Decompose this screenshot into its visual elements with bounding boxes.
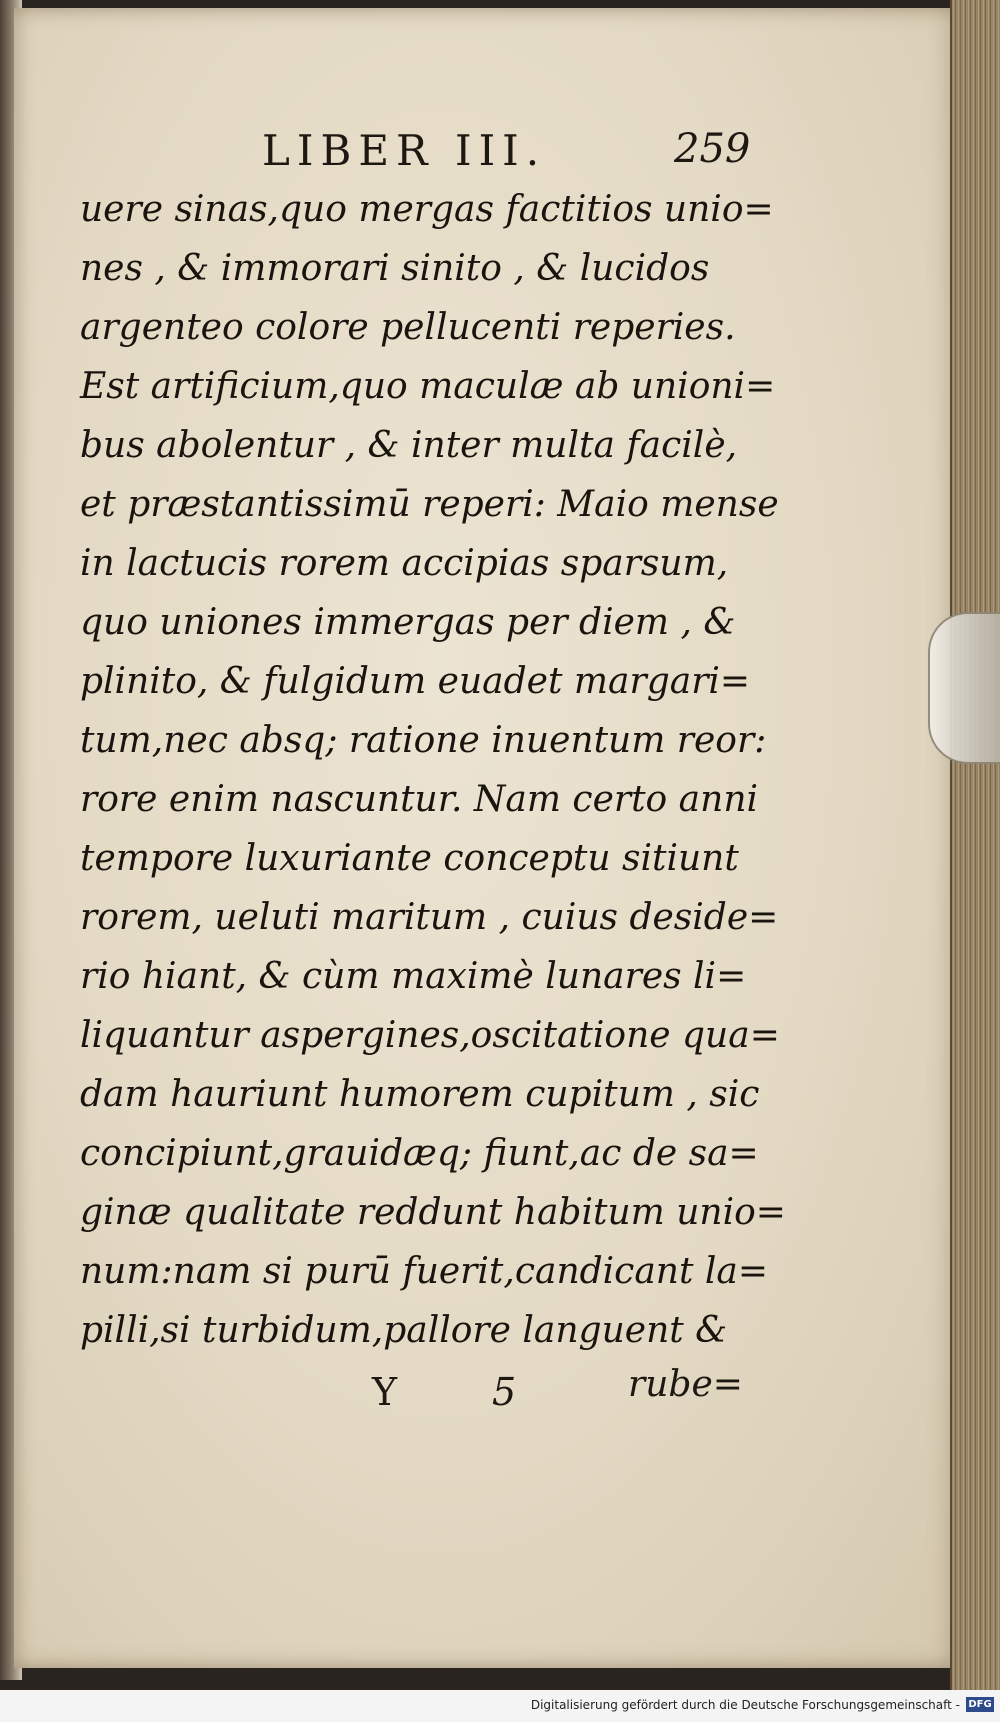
text-line: rorem, ueluti maritum , cuius deside=	[80, 897, 779, 938]
text-line: dam hauriunt humorem cupitum , sic	[80, 1074, 760, 1115]
dfg-logo: DFG	[966, 1697, 994, 1712]
text-line: rio hiant, & cùm maximè lunares li=	[80, 956, 747, 997]
text-line: pilli,si turbidum,pallore languent &	[80, 1310, 728, 1351]
page-number: 259	[674, 126, 751, 172]
text-line: quo uniones immergas per diem , &	[80, 602, 736, 643]
text-line: rore enim nascuntur. Nam certo anni	[80, 779, 759, 820]
book-clasp	[928, 612, 1000, 764]
catchword: rube=	[628, 1364, 743, 1405]
text-line: nes , & immorari sinito , & lucidos	[80, 248, 710, 289]
text-line: Est artificium,quo maculæ ab unioni=	[80, 366, 776, 407]
text-line: plinito, & fulgidum euadet margari=	[80, 661, 751, 702]
signature-mark: Y	[372, 1370, 398, 1414]
text-line: tum,nec absq; ratione inuentum reor:	[80, 720, 767, 761]
fore-edge	[950, 0, 1000, 1690]
text-line: et præstantissimū reperi: Maio mense	[80, 484, 779, 525]
text-line: uere sinas,quo mergas factitios unio=	[80, 189, 774, 230]
text-line: concipiunt,grauidæq; fiunt,ac de sa=	[80, 1133, 759, 1174]
text-line: liquantur aspergines,oscitatione qua=	[80, 1015, 780, 1056]
running-title: LIBER III.	[262, 126, 547, 175]
running-head	[262, 126, 762, 176]
footer-bar	[0, 1690, 1000, 1722]
body-text	[80, 180, 786, 1360]
text-line: tempore luxuriante conceptu sitiunt	[80, 838, 739, 879]
book-page	[14, 8, 964, 1668]
text-line: num:nam si purū fuerit,candicant la=	[80, 1251, 769, 1292]
funding-credit: Digitalisierung gefördert durch die Deutsche Forschungsgemeinschaft -	[530, 1698, 960, 1712]
text-line: bus abolentur , & inter multa facilè,	[80, 425, 738, 466]
signature-number: 5	[492, 1370, 517, 1414]
text-line: argenteo colore pellucenti reperies.	[80, 307, 736, 348]
text-line: in lactucis rorem accipias sparsum,	[80, 543, 729, 584]
text-line: ginæ qualitate reddunt habitum unio=	[80, 1192, 786, 1233]
